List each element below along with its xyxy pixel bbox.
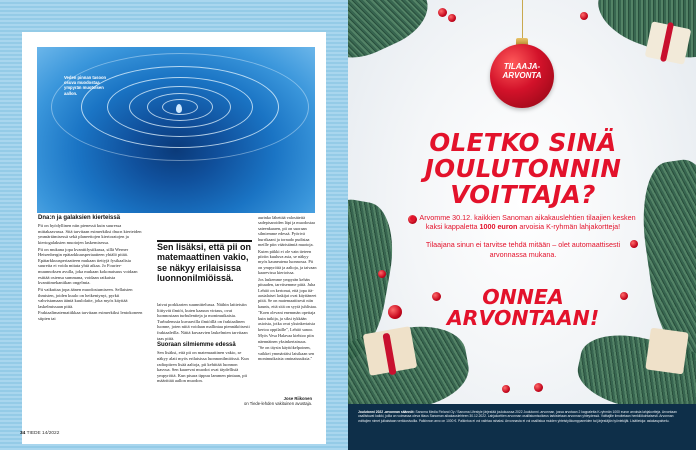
ornament-string bbox=[522, 0, 523, 38]
paragraph: "Koen olevani enemmän opettaja kuin tutkija, ja siksi tykkään asioista, jotka ovat yksinkertaisia kertoa oppilaille", Lehtiö sanoo. bbox=[258, 310, 316, 332]
berry bbox=[388, 305, 402, 319]
berry bbox=[534, 383, 543, 392]
article-column-3 bbox=[258, 215, 318, 363]
advert-paragraph-1-emph: 1000 euron bbox=[479, 222, 518, 232]
page-folio bbox=[20, 431, 59, 436]
advert-headline: OLETKO SINÄ JOULUTONNIN VOITTAJA? bbox=[424, 128, 622, 209]
author-note: on Tiede-lehden vakituinen avustaja. bbox=[244, 401, 312, 406]
page-number: 34 bbox=[20, 431, 26, 436]
article-page bbox=[22, 32, 326, 444]
advert-paragraph-1-end: arvoisia K-ryhmän lahjakortteja! bbox=[517, 222, 621, 232]
article-column-1 bbox=[38, 215, 144, 323]
paragraph: Fraktaalimatematiikkaa tarvitaan esimerkiksi lentokoneen siipien tai bbox=[38, 310, 143, 322]
legal-footer bbox=[348, 404, 696, 450]
magazine-issue: TIEDE 14/2022 bbox=[26, 431, 60, 436]
advert-body bbox=[408, 213, 638, 268]
paragraph: Sen lisäksi, että pii on matemaattinen vakio, se näkyy alati myös erilaisissa luonnonilmiöissä. Kun radiopiiren lisää aaltoja, pii kehittää luonnon kasvua. Sen kaarevat muodot ovat täydellisiä ympyröitä. Kun pisara tippuu lammen pintaan, pii määrittää aallon muodon. bbox=[157, 350, 249, 384]
berry bbox=[580, 12, 588, 20]
berry bbox=[378, 270, 386, 278]
water-drop bbox=[176, 104, 182, 113]
advert-congrats: ONNEA ARVONTAAN! bbox=[446, 285, 600, 330]
water-drop-photo bbox=[37, 47, 315, 213]
author-name: Jose Riikonen bbox=[283, 396, 312, 401]
paragraph: laivat porkkarien suunnittelussa. Näihin laitteisiin liittyvät ilmiöt, kuten kaasun virtaus, ovat luonnostaan turbulentteja ja monimutkaisia. Turbulenssia kuvaavilla ilmiöillä on fraktaalinen luonne, joten niitä voidaan mallintaa piennäköisesti fraktaaleilla. Näitä kuvaavien laskelmien tarvitaan taas piitä. bbox=[157, 302, 250, 341]
paragraph: Pii on mukana jopa kvanttifysiikassa, sillä Werner Heisenbergin epätarkkuusperiaatteen yhtälö pitää. Epätarkkuusperiaatteen mukaan tiettyjä fysikaalisia suureita ei voida mitata yhtä aikaa. Jo Fourier-muunnoksen avulla, joka mukaan kokonaisuus voidaan esittää osiensa summana, voidaan ratkaista kvanttimekaniikan ongelmia. bbox=[38, 246, 138, 286]
berry bbox=[448, 14, 456, 22]
photo-caption: Veden pinnan tasoon osuva muodostaa ympyrän muotoisen aallon. bbox=[64, 75, 107, 96]
column-1-heading: Dna:n ja galaksien kierteissä bbox=[38, 215, 121, 221]
legal-text: Sanoma Media Finland Oy / Sanoma Lifestyle järjestää joulukuussa 2022 Joulutonni -arvonnan, jossa arvotaan 2 kappaletta K-ryhmän 1000 euron arvoisia lahjakortteja. Arvontaan osallistuvat kaikki, joilla on voimassa oleva tilaus Sanoman aikakauslehteen 30.12.2022. Lahjakorttien arvonnan osallistumisoikeus tarkistetaan arvonnan yhteydessä. Voittajille ilmoitetaan henkilökohtaisesti. Arvonnan voittajien nimet julkaistaan verkkosivuilla. Palkinnon arvo on 1000 €. Palkintoa ei voi vaihtaa rahaksi. Arvonnasta ei voi osallistua muiden yhteistyökumppaneiden tai järjestäjän työntekijät. Lisätietoja: asiakaspalvelu. bbox=[358, 410, 677, 423]
paragraph: Jos laskemme ympyrän kehän pituuden, tarvitsemme piitä. Juha Lehtiö on kertonut, että jopa itä-aasialaiset laskijat ovat käyttäneet piitä. Se on matemaattisesti niin kaunis, että sitä on syytä juhlistaa. bbox=[258, 276, 317, 309]
paragraph: "Se on täysin käyttökelpoinen, vaikkei ymmärtäisi laisikaan sen monimutkaisia ominaisuuksia." bbox=[258, 345, 315, 362]
advert-paragraph-1 bbox=[408, 213, 638, 231]
paragraph: Myös Vesa Halavaa kiehtoo piin näennäinen yksinkertaisuus. bbox=[258, 333, 314, 344]
paragraph: Pii on hyödyllinen niin pienessä kuin suuressa mittakaavassa. Sitä tarvitaan esimerkiksi dna:n kierteiden ymmärtämisessä sekä planeettojen kiertoratojen ja kiertogalaksien muotojen laskemisessa. bbox=[38, 223, 142, 245]
berry bbox=[502, 385, 510, 393]
column-2-heading: Suoraan silmiemme edessä bbox=[157, 342, 236, 349]
gift-box bbox=[645, 328, 688, 375]
berry bbox=[620, 292, 628, 300]
berry bbox=[438, 8, 447, 17]
advert-page bbox=[348, 0, 696, 450]
pull-quote: Sen lisäksi, että pii on matemaattinen vakio, se näkyy erilaisissa luonnonilmiöissä. bbox=[157, 242, 252, 284]
legal-title: Joulutonni 2022 -arvonnan säännöt: bbox=[358, 410, 415, 414]
bullet-dot bbox=[410, 216, 415, 221]
badge-line-1: TILAAJA- bbox=[503, 62, 541, 71]
fir-branch bbox=[348, 0, 438, 70]
badge-line-2: ARVONTA bbox=[502, 71, 542, 80]
paragraph: aurinko lähettää valosäteitä sadepisaroiden läpi ja muodostaa sateenkaaren, pii on suoraan silmiemme edessä. Pyörivä hurrikaani ja tornado pudistaa meille piin vääristämiä muotoja. bbox=[258, 215, 315, 248]
advert-paragraph-1-start: Arvomme 30.12. kaikkien Sanoman aikakauslehtien tilaajien kesken kaksi kappaletta bbox=[419, 213, 636, 232]
advert-paragraph-2: Tilaajana sinun ei tarvitse tehdä mitään – olet automaattisesti arvonnassa mukana. bbox=[425, 240, 621, 259]
paragraph: Kuten piikki ei ole vain tieteen piiriin kuuluva asia, se näkyy myös kauneutena luonnossa. Pii on ympyröitä ja aaltoja, ja taivaan kaarevissa kiertoissa. bbox=[258, 248, 317, 276]
author-signature bbox=[232, 396, 312, 406]
paragraph: Pii vaikuttaa jopa äänen muodostumiseen. Sellaisten ihmisten, joiden kuulo on heikentynyt, pyrkii vahvistamaan ääntä kuulolaite, joka myös käyttää laskelmissaan piitä. bbox=[38, 286, 133, 309]
ornament-badge-text bbox=[490, 62, 554, 80]
article-column-2 bbox=[157, 302, 252, 385]
